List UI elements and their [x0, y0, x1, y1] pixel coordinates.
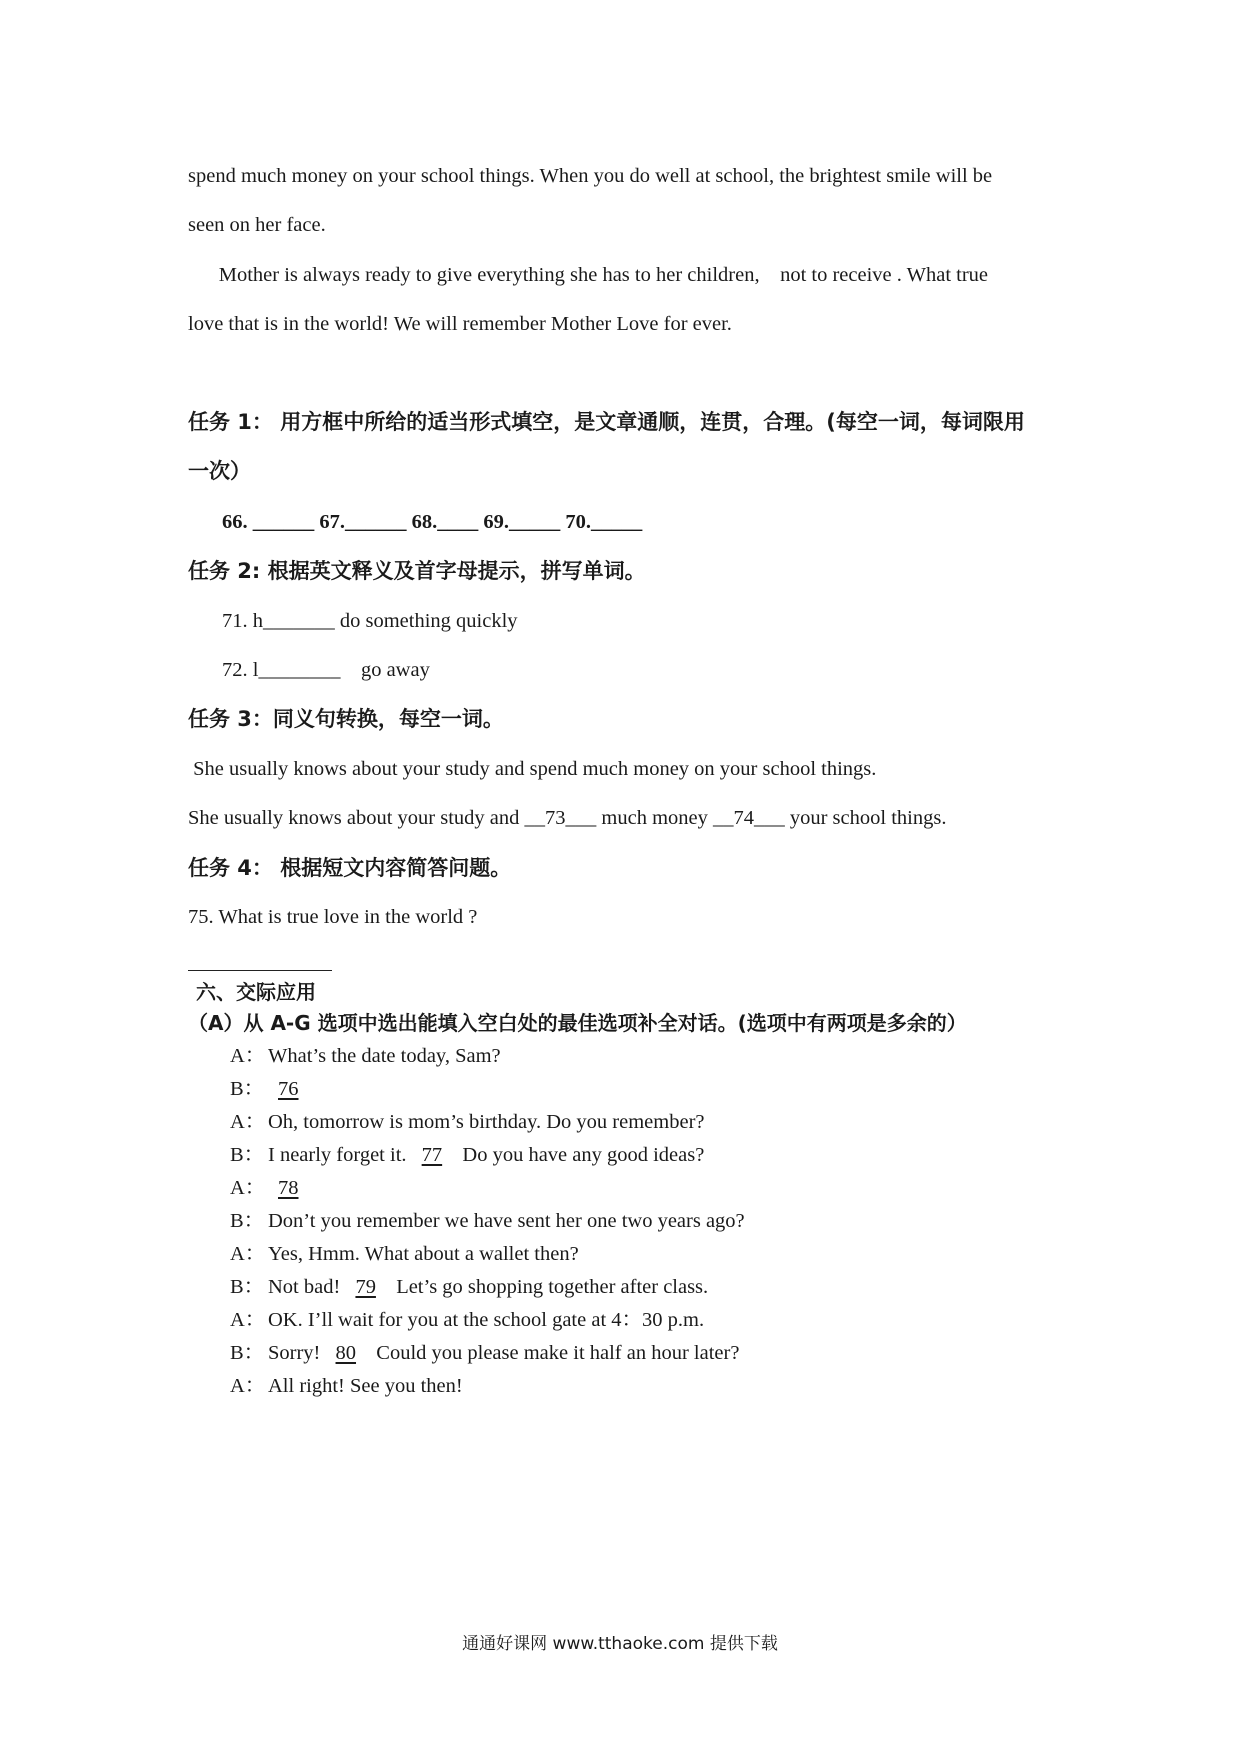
passage-line: seen on her face.: [188, 214, 326, 236]
speaker-label: A：: [230, 1177, 266, 1199]
speaker-label: B：: [230, 1210, 265, 1232]
dialogue-line: [230, 1244, 579, 1265]
task2-item: 72. l________ go away: [222, 659, 430, 681]
dialogue-text: OK. I’ll wait for you at the school gate at 4：30 p.m.: [268, 1309, 705, 1331]
dialogue-text: Could you please make it half an hour later?: [366, 1342, 740, 1364]
dialogue-line: [230, 1112, 705, 1133]
answer-line: [188, 970, 332, 971]
task4-question: 75. What is true love in the world ?: [188, 906, 478, 928]
task2-title: 任务 2: 根据英文释义及首字母提示，拼写单词。: [188, 559, 646, 583]
task1-title: 任务 1： 用方框中所给的适当形式填空，是文章通顺，连贯，合理。(每空一词，每词限用: [188, 410, 1025, 434]
passage-line: love that is in the world! We will remember Mother Love for ever.: [188, 313, 732, 335]
dialogue-line: [230, 1343, 739, 1364]
dialogue-text: All right! See you then!: [268, 1375, 463, 1397]
dialogue-text: Not bad!: [268, 1276, 346, 1298]
speaker-label: A：: [230, 1243, 266, 1265]
dialogue-line: [230, 1310, 704, 1331]
answer-blank: 79: [355, 1276, 376, 1298]
task3-rewrite: She usually knows about your study and __73___ much money __74___ your school things.: [188, 807, 947, 829]
dialogue-line: [230, 1046, 501, 1067]
dialogue-text: Do you have any good ideas?: [452, 1144, 705, 1166]
speaker-label: A：: [230, 1111, 266, 1133]
task1-blanks: 66. ______ 67.______ 68.____ 69._____ 70._____: [222, 511, 643, 533]
speaker-label: B：: [230, 1144, 265, 1166]
dialogue-text: Don’t you remember we have sent her one two years ago?: [268, 1210, 745, 1232]
dialogue-text: What’s the date today, Sam?: [268, 1045, 501, 1067]
dialogue-line: [230, 1277, 708, 1298]
section6-instruction: （A）从 A-G 选项中选出能填入空白处的最佳选项补全对话。(选项中有两项是多余的）: [188, 1011, 967, 1035]
task2-item: 71. h_______ do something quickly: [222, 610, 518, 632]
dialogue-text: Yes, Hmm. What about a wallet then?: [268, 1243, 579, 1265]
speaker-label: B：: [230, 1342, 265, 1364]
section6-heading: 六、交际应用: [196, 980, 316, 1004]
task3-title: 任务 3：同义句转换，每空一词。: [188, 707, 504, 731]
passage-line: Mother is always ready to give everything she has to her children, not to receive . What true: [188, 264, 989, 286]
answer-blank: 77: [421, 1144, 443, 1166]
dialogue-text: I nearly forget it.: [268, 1144, 412, 1166]
speaker-label: A：: [230, 1045, 266, 1067]
dialogue-text: Let’s go shopping together after class.: [385, 1276, 709, 1298]
footer-source: 通通好课网 www.tthaoke.com 提供下载: [462, 1634, 778, 1654]
dialogue-line: [230, 1178, 309, 1199]
dialogue-line: [230, 1211, 745, 1232]
answer-blank: 78: [278, 1177, 299, 1199]
dialogue-text: Oh, tomorrow is mom’s birthday. Do you remember?: [268, 1111, 705, 1133]
task4-title: 任务 4： 根据短文内容简答问题。: [188, 856, 512, 880]
dialogue-text: Sorry!: [268, 1342, 326, 1364]
dialogue-line: [230, 1145, 704, 1166]
speaker-label: A：: [230, 1309, 266, 1331]
dialogue-line: [230, 1079, 309, 1100]
answer-blank: 80: [335, 1342, 357, 1364]
task3-original: She usually knows about your study and spend much money on your school things.: [188, 758, 877, 780]
task1-title-cont: 一次）: [188, 459, 251, 483]
passage-line: spend much money on your school things. When you do well at school, the brightest smile will be: [188, 165, 993, 187]
speaker-label: A：: [230, 1375, 266, 1397]
speaker-label: B：: [230, 1078, 265, 1100]
answer-blank: 76: [278, 1078, 299, 1100]
speaker-label: B：: [230, 1276, 265, 1298]
dialogue-line: [230, 1376, 463, 1397]
